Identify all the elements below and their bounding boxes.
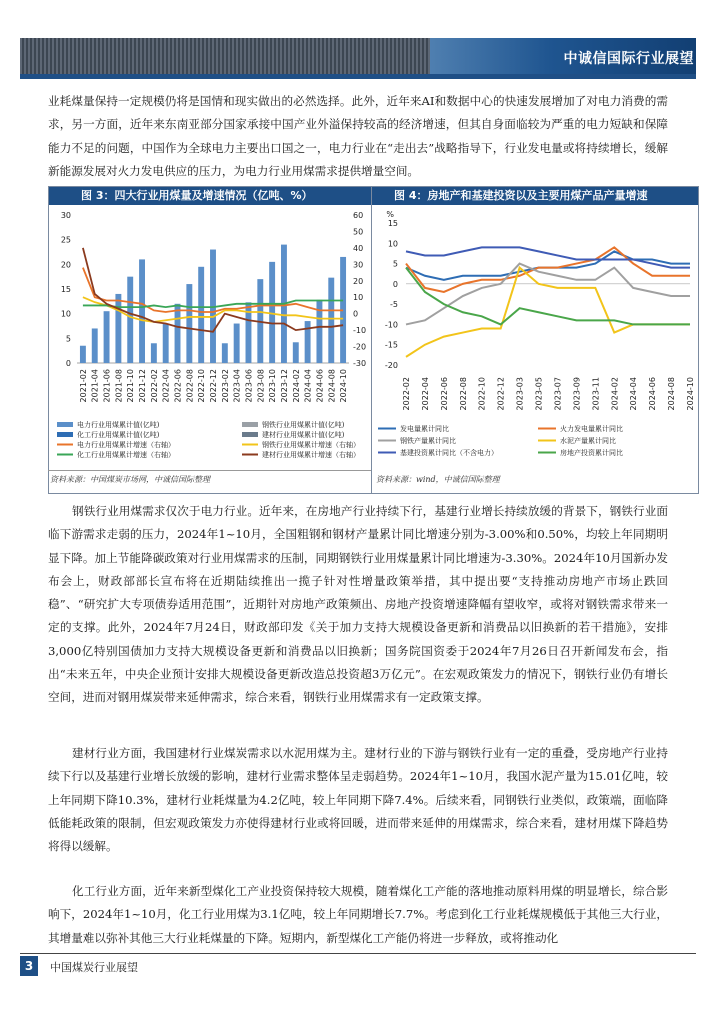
fig3-x-tick: 2022-12 bbox=[209, 369, 218, 403]
fig3-bar bbox=[269, 262, 275, 363]
fig4-legend-label: 基建投资累计同比（不含电力） bbox=[400, 449, 498, 457]
figure-3-source-rule bbox=[48, 470, 426, 471]
fig4-legend-label: 发电量累计同比 bbox=[400, 425, 449, 433]
fig3-right-tick: -20 bbox=[353, 342, 367, 352]
fig4-x-tick: 2024-08 bbox=[667, 377, 677, 411]
figure-3-caption: 图 3：四大行业用煤量及增速情况（亿吨、%） bbox=[49, 187, 427, 205]
fig3-bar bbox=[175, 304, 181, 363]
fig4-x-tick: 2024-06 bbox=[648, 377, 658, 411]
fig3-bar bbox=[222, 343, 228, 363]
fig3-x-tick: 2021-04 bbox=[90, 369, 100, 403]
fig3-left-tick: 15 bbox=[60, 285, 71, 294]
fig4-x-tick: 2023-09 bbox=[572, 377, 582, 411]
fig4-y-tick: 10 bbox=[387, 239, 398, 249]
fig3-x-tick: 2023-08 bbox=[256, 369, 266, 403]
fig3-left-tick: 20 bbox=[60, 260, 71, 270]
fig3-x-tick: 2021-02 bbox=[78, 369, 88, 403]
figure-3-source: 资料来源：中国煤炭市场网，中诚信国际整理 bbox=[50, 475, 210, 484]
fig3-legend-label: 化工行业用煤累计值(亿吨) bbox=[77, 431, 160, 439]
fig3-x-tick: 2024-10 bbox=[339, 369, 349, 403]
fig3-x-tick: 2022-06 bbox=[173, 369, 183, 403]
fig3-right-tick: 50 bbox=[353, 227, 364, 237]
figure-4-caption: 图 4：房地产和基建投资以及主要用煤产品产量增速 bbox=[372, 187, 698, 205]
fig4-y-tick: -10 bbox=[384, 320, 398, 330]
footer-rule bbox=[20, 953, 696, 954]
fig3-left-tick: 25 bbox=[60, 235, 71, 245]
fig3-x-tick: 2022-02 bbox=[149, 369, 159, 403]
fig3-right-tick: -30 bbox=[353, 359, 367, 368]
fig3-x-tick: 2023-02 bbox=[220, 369, 230, 403]
fig3-legend-label: 建材行业用煤累计值(亿吨) bbox=[262, 431, 345, 439]
fig3-x-tick: 2022-10 bbox=[197, 369, 207, 403]
fig3-right-tick: 10 bbox=[353, 293, 364, 303]
fig3-left-tick: 30 bbox=[60, 211, 71, 220]
fig3-right-tick: -10 bbox=[353, 326, 367, 336]
fig3-bar bbox=[293, 342, 299, 363]
fig3-x-tick: 2024-02 bbox=[291, 369, 301, 403]
fig3-x-tick: 2023-12 bbox=[279, 369, 289, 403]
figure-4-chart bbox=[372, 205, 698, 473]
fig4-y-unit: % bbox=[386, 210, 394, 219]
fig4-x-tick: 2023-03 bbox=[515, 377, 525, 411]
fig4-x-tick: 2022-10 bbox=[477, 377, 487, 411]
fig3-x-tick: 2021-10 bbox=[126, 369, 136, 403]
paragraph-4: 化工行业方面，近年来新型煤化工产业投资保持较大规模，随着煤化工产能的落地推动原料用煤的明显增长，综合影响下，2024年1~10月，化工行业用煤为3.1亿吨，较上年同期增长7.7%。考虑到化工行业耗煤规模低于其他三大行业，其增量难以弥补其他三大行业耗煤量的下降。短期内，新型煤化工产能仍将进一步释放，或将推动化 bbox=[48, 884, 668, 945]
fig4-y-tick: -20 bbox=[384, 361, 398, 370]
paragraph-1: 业耗煤量保持一定规模仍将是国情和现实做出的必然选择。此外，近年来AI和数据中心的快速发展增加了对电力消费的需求，另一方面，近年来东南亚部分国家承接中国产业外溢保持较高的经济增速，但其自身面临较为严重的电力短缺和保障能力不足的问题，中国作为全球电力主要出口国之一，电力行业在“走出去”战略指导下，行业发电量或将持续增长，缓解新能源发展对火力发电供应的压力，为电力行业用煤需求提供增量空间。 bbox=[48, 94, 668, 178]
fig3-legend-swatch bbox=[57, 422, 73, 427]
fig4-y-tick: 5 bbox=[392, 259, 398, 269]
footer-title: 中国煤炭行业展望 bbox=[50, 961, 138, 974]
fig4-x-tick: 2022-06 bbox=[439, 377, 449, 411]
fig4-x-tick: 2024-02 bbox=[610, 377, 620, 411]
fig3-x-tick: 2021-12 bbox=[138, 369, 148, 403]
fig3-bar bbox=[80, 346, 86, 363]
fig4-y-tick: 0 bbox=[392, 279, 398, 289]
fig3-bar bbox=[163, 324, 169, 363]
figure-4-panel bbox=[371, 186, 699, 494]
fig4-x-tick: 2024-04 bbox=[629, 377, 639, 411]
fig3-legend-swatch bbox=[242, 432, 258, 437]
fig3-x-tick: 2021-06 bbox=[102, 369, 112, 403]
fig3-legend-swatch bbox=[57, 432, 73, 437]
fig3-bar bbox=[139, 259, 145, 363]
header-rule bbox=[20, 74, 696, 79]
fig4-legend bbox=[378, 424, 623, 457]
fig4-line bbox=[406, 268, 690, 325]
fig3-x-tick: 2023-10 bbox=[268, 369, 278, 403]
fig4-line bbox=[406, 268, 690, 357]
fig3-bar bbox=[198, 267, 204, 363]
fig4-x-tick: 2022-08 bbox=[458, 377, 468, 411]
paragraph-3: 建材行业方面，我国建材行业煤炭需求以水泥用煤为主。建材行业的下游与钢铁行业有一定的重叠，受房地产行业持续下行以及基建行业增长放缓的影响，建材行业需求整体呈走弱趋势。2024年1~10月，我国水泥产量为15.01亿吨，较上年同期下降10.3%，建材行业耗煤量为4.2亿吨，较上年同期下降7.4%。后续来看，同钢铁行业类似，政策端，面临降低能耗政策的限制，但宏观政策发力亦使得建材行业或将回暖，进而带来延伸的用煤需求，综合来看，建材用煤下降趋势将得以缓解。 bbox=[48, 746, 668, 854]
fig4-legend-label: 火力发电量累计同比 bbox=[560, 425, 623, 433]
fig3-legend-label: 电力行业用煤累计值(亿吨) bbox=[77, 421, 160, 429]
fig3-legend-swatch bbox=[242, 422, 258, 427]
fig3-left-tick: 0 bbox=[65, 359, 71, 368]
fig3-bar bbox=[328, 278, 334, 363]
fig3-legend-label: 建材行业用煤累计增速（右轴） bbox=[262, 451, 360, 459]
fig4-x-tick: 2022-04 bbox=[420, 377, 430, 411]
page-number: 3 bbox=[20, 956, 38, 976]
fig4-y-tick: -5 bbox=[390, 300, 398, 310]
fig4-legend-label: 水泥产量累计同比 bbox=[560, 437, 616, 445]
fig4-x-tick: 2023-07 bbox=[553, 377, 563, 411]
fig4-y-tick: 15 bbox=[387, 219, 398, 228]
fig3-bar bbox=[104, 311, 110, 363]
fig3-bar bbox=[127, 277, 133, 363]
fig4-x-tick: 2023-05 bbox=[534, 377, 544, 411]
fig3-right-tick: 0 bbox=[353, 309, 359, 319]
fig3-bar bbox=[115, 294, 121, 363]
fig3-x-tick: 2023-06 bbox=[244, 369, 254, 403]
paragraph-2: 钢铁行业用煤需求仅次于电力行业。近年来，在房地产行业持续下行，基建行业增长持续放缓的背景下，钢铁行业面临下游需求走弱的压力，2024年1~10月，全国粗钢和钢材产量累计同比增速分别为-3.00%和0.50%，均较上年同期明显下降。加上节能降碳政策对行业用煤需求的压制，同期钢铁行业用煤量累计同比增速为-3.30%。2024年10月国新办发布会上，财政部部长宣布将在近期陆续推出一揽子针对性增量政策举措，其中提出要“支持推动房地产市场止跌回稳”、“研究扩大专项债券适用范围”，近期针对房地产政策频出、房地产投资增速降幅有望收窄，或将对钢铁需求带来一定的支撑。此外，2024年7月24日，财政部印发《关于加力支持大规模设备更新和消费品以旧换新的若干措施》，安排3,000亿特别国债加力支持大规模设备更新和消费品以旧换新；国务院国资委于2024年7月26日召开新闻发布会，指出“未来五年，中央企业预计安排大规模设备更新改造总投资超3万亿元”。在宏观政策发力的情况下，钢铁行业仍有增长空间，进而对钢用煤炭带来延伸需求，综合来看，钢铁行业用煤需求有一定政策支撑。 bbox=[48, 504, 668, 705]
fig4-line bbox=[406, 251, 690, 279]
fig4-y-tick: -15 bbox=[384, 340, 398, 350]
fig3-legend-label: 钢铁行业用煤累计值(亿吨) bbox=[262, 421, 345, 429]
fig3-right-tick: 60 bbox=[353, 211, 364, 220]
fig4-x-tick: 2022-12 bbox=[496, 377, 506, 411]
fig4-x-tick: 2022-02 bbox=[402, 377, 411, 411]
fig3-x-tick: 2022-04 bbox=[161, 369, 171, 403]
fig4-axes bbox=[385, 210, 695, 410]
fig3-x-tick: 2024-04 bbox=[303, 369, 313, 403]
fig3-bar bbox=[234, 324, 240, 363]
fig4-legend-label: 房地产投资累计同比 bbox=[560, 449, 623, 457]
fig3-x-tick: 2021-08 bbox=[114, 369, 124, 403]
fig4-line bbox=[406, 247, 690, 267]
fig4-x-tick: 2023-11 bbox=[591, 377, 601, 411]
fig3-x-tick: 2023-04 bbox=[232, 369, 242, 403]
fig3-left-tick: 10 bbox=[60, 309, 71, 319]
fig3-x-tick: 2024-08 bbox=[327, 369, 337, 403]
fig3-bar bbox=[151, 343, 157, 363]
page-header-title: 中诚信国际行业展望 bbox=[563, 51, 694, 67]
fig3-right-tick: 30 bbox=[353, 260, 364, 270]
fig3-legend-label: 电力行业用煤累计增速（右轴） bbox=[77, 441, 175, 449]
fig3-legend bbox=[57, 420, 360, 459]
fig3-legend-label: 化工行业用煤累计增速（右轴） bbox=[77, 451, 175, 459]
fig3-x-tick: 2024-06 bbox=[315, 369, 325, 403]
fig3-right-tick: 40 bbox=[353, 243, 364, 253]
fig4-legend-label: 钢铁产量累计同比 bbox=[400, 437, 456, 445]
fig3-bar bbox=[92, 328, 98, 363]
fig3-x-tick: 2022-08 bbox=[185, 369, 195, 403]
fig4-x-tick: 2024-10 bbox=[686, 377, 695, 411]
fig3-legend-label: 钢铁行业用煤累计增速（右轴） bbox=[262, 441, 360, 449]
figure-4-source: 资料来源：wind，中诚信国际整理 bbox=[376, 475, 500, 484]
fig3-bar bbox=[186, 284, 192, 363]
fig3-right-tick: 20 bbox=[353, 276, 364, 286]
fig3-left-tick: 5 bbox=[65, 334, 71, 344]
